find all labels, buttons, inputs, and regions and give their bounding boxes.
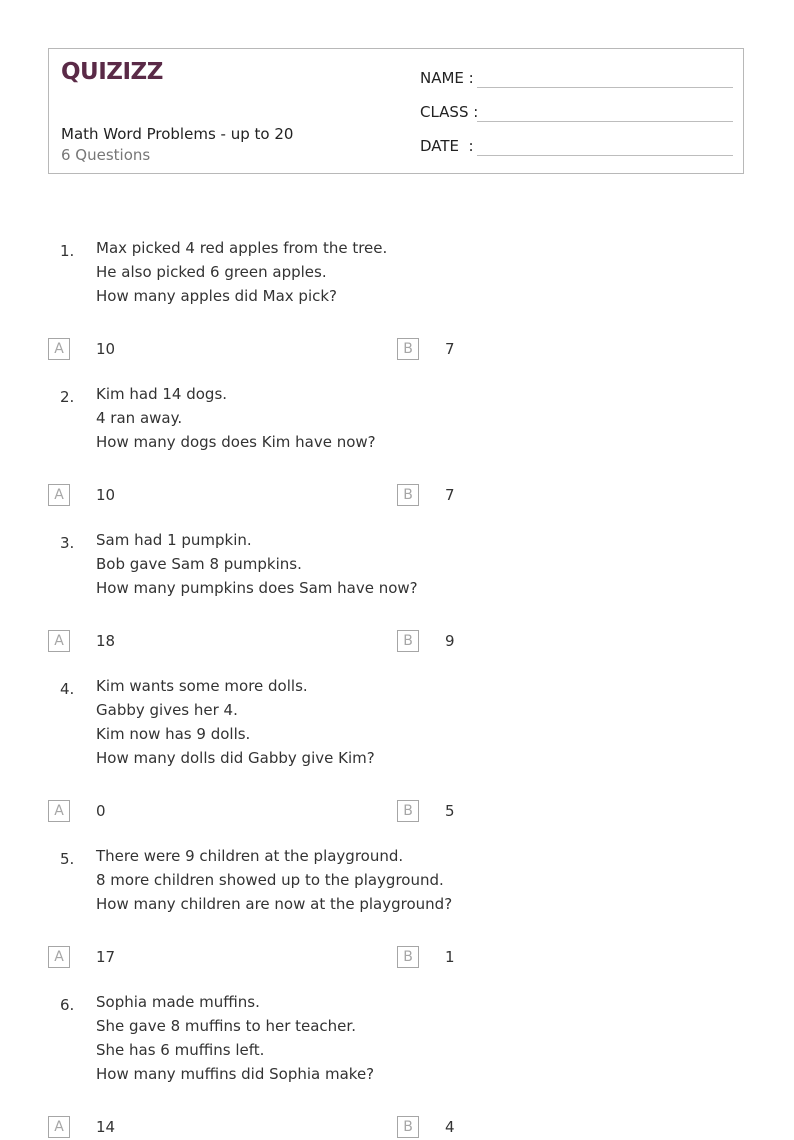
class-label: CLASS : [420, 103, 479, 121]
question-line: Kim now has 9 dolls. [96, 725, 251, 743]
question-line: There were 9 children at the playground. [96, 847, 404, 865]
date-line[interactable] [477, 155, 733, 156]
option-b-checkbox[interactable]: B [397, 800, 419, 822]
question-number: 6. [60, 996, 75, 1014]
option-b-checkbox[interactable]: B [397, 946, 419, 968]
option-a-text[interactable]: 10 [96, 486, 116, 504]
question-line: He also picked 6 green apples. [96, 263, 327, 281]
question-line: Kim had 14 dogs. [96, 385, 228, 403]
option-b-text[interactable]: 4 [445, 1118, 455, 1136]
question-line: How many pumpkins does Sam have now? [96, 579, 418, 597]
option-a-checkbox[interactable]: A [48, 630, 70, 652]
option-b-text[interactable]: 7 [445, 486, 455, 504]
option-a-checkbox[interactable]: A [48, 946, 70, 968]
question-number: 4. [60, 680, 75, 698]
question-number: 2. [60, 388, 75, 406]
class-line[interactable] [477, 121, 733, 122]
option-a-checkbox[interactable]: A [48, 800, 70, 822]
question-line: Max picked 4 red apples from the tree. [96, 239, 388, 257]
option-b-text[interactable]: 9 [445, 632, 455, 650]
date-label: DATE : [420, 137, 474, 155]
answer-options [48, 630, 748, 654]
question-line: Sophia made muffins. [96, 993, 260, 1011]
date-field[interactable] [420, 137, 733, 161]
question-line: Sam had 1 pumpkin. [96, 531, 252, 549]
question-line: She has 6 muffins left. [96, 1041, 265, 1059]
option-a-checkbox[interactable]: A [48, 338, 70, 360]
class-field[interactable] [420, 103, 733, 127]
quizizz-logo: QUIZIZZ [61, 59, 163, 85]
option-b-checkbox[interactable]: B [397, 630, 419, 652]
option-a-checkbox[interactable]: A [48, 484, 70, 506]
question-line: 8 more children showed up to the playground. [96, 871, 444, 889]
option-a-text[interactable]: 18 [96, 632, 116, 650]
question-number: 1. [60, 242, 75, 260]
question-count: 6 Questions [61, 146, 151, 164]
option-b-text[interactable]: 1 [445, 948, 455, 966]
option-a-text[interactable]: 0 [96, 802, 106, 820]
option-a-text[interactable]: 14 [96, 1118, 116, 1136]
worksheet-title: Math Word Problems - up to 20 [61, 125, 294, 143]
option-b-checkbox[interactable]: B [397, 484, 419, 506]
answer-options [48, 946, 748, 970]
question-line: How many apples did Max pick? [96, 287, 338, 305]
option-b-checkbox[interactable]: B [397, 1116, 419, 1138]
question-line: Kim wants some more dolls. [96, 677, 308, 695]
name-line[interactable] [477, 87, 733, 88]
option-a-text[interactable]: 10 [96, 340, 116, 358]
question-line: She gave 8 muffins to her teacher. [96, 1017, 356, 1035]
option-b-checkbox[interactable]: B [397, 338, 419, 360]
question-line: Gabby gives her 4. [96, 701, 238, 719]
question-line: How many dogs does Kim have now? [96, 433, 376, 451]
answer-options [48, 484, 748, 508]
question-line: Bob gave Sam 8 pumpkins. [96, 555, 302, 573]
question-line: How many muffins did Sophia make? [96, 1065, 375, 1083]
answer-options [48, 338, 748, 362]
option-a-text[interactable]: 17 [96, 948, 116, 966]
worksheet-header [48, 48, 744, 174]
option-a-checkbox[interactable]: A [48, 1116, 70, 1138]
question-line: How many dolls did Gabby give Kim? [96, 749, 375, 767]
question-line: 4 ran away. [96, 409, 183, 427]
option-b-text[interactable]: 5 [445, 802, 455, 820]
question-number: 5. [60, 850, 75, 868]
answer-options [48, 800, 748, 824]
question-number: 3. [60, 534, 75, 552]
answer-options [48, 1116, 748, 1140]
option-b-text[interactable]: 7 [445, 340, 455, 358]
question-line: How many children are now at the playground? [96, 895, 453, 913]
name-label: NAME : [420, 69, 474, 87]
name-field[interactable] [420, 69, 733, 93]
